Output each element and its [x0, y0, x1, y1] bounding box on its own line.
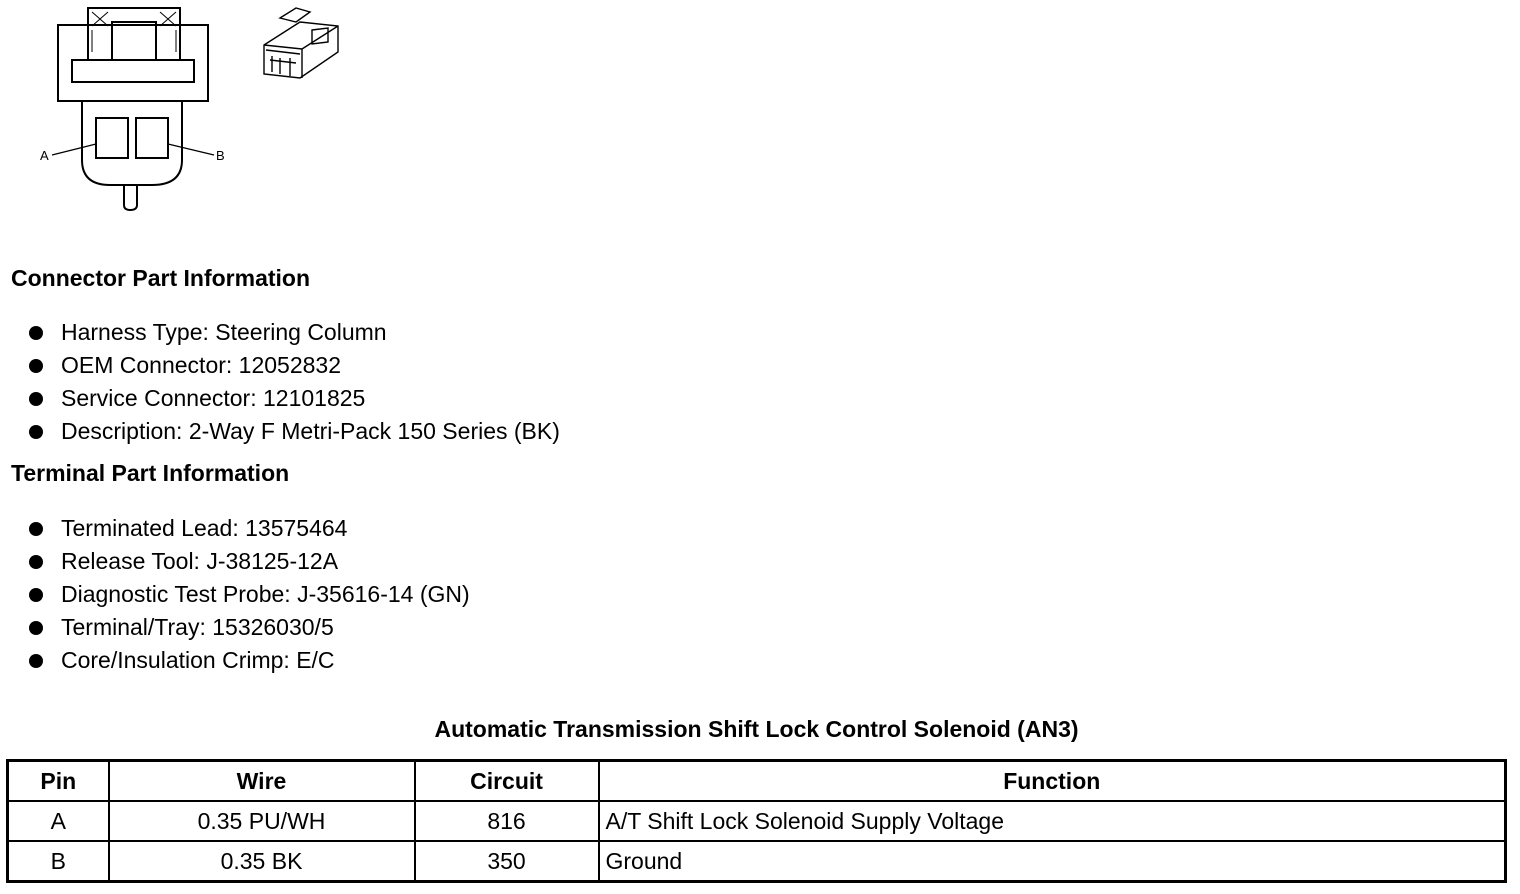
table-row — [8, 841, 1506, 882]
bullet-icon — [29, 359, 43, 373]
list-item-text: Core/Insulation Crimp: E/C — [61, 647, 335, 673]
cell-pin: A — [8, 801, 109, 841]
list-item-text: Service Connector: 12101825 — [61, 385, 366, 411]
list-item-text: Terminal/Tray: 15326030/5 — [61, 614, 334, 640]
bullet-icon — [29, 392, 43, 406]
connector-face-view-icon — [0, 0, 360, 220]
cell-function: Ground — [599, 841, 1506, 882]
list-item-text: Description: 2-Way F Metri-Pack 150 Series (BK) — [61, 418, 560, 444]
connector-part-info-list — [0, 316, 560, 448]
terminal-part-info-heading: Terminal Part Information — [11, 460, 290, 486]
connector-part-info-heading: Connector Part Information — [11, 265, 311, 291]
list-item — [0, 415, 560, 448]
cell-pin: B — [8, 841, 109, 882]
list-item-text: Harness Type: Steering Column — [61, 319, 387, 345]
terminal-part-info-list — [0, 512, 470, 677]
list-item-text: Terminated Lead: 13575464 — [61, 515, 348, 541]
list-item — [0, 611, 470, 644]
bullet-icon — [29, 425, 43, 439]
list-item — [0, 512, 470, 545]
cell-wire: 0.35 BK — [109, 841, 415, 882]
table-row — [8, 801, 1506, 841]
bullet-icon — [29, 522, 43, 536]
table-header-row — [8, 761, 1506, 802]
pin-table-title: Automatic Transmission Shift Lock Control Solenoid (AN3) — [434, 716, 1079, 742]
bullet-icon — [29, 588, 43, 602]
list-item-text: Release Tool: J-38125-12A — [61, 548, 339, 574]
bullet-icon — [29, 555, 43, 569]
cell-function: A/T Shift Lock Solenoid Supply Voltage — [599, 801, 1506, 841]
bullet-icon — [29, 621, 43, 635]
cell-circuit: 816 — [415, 801, 599, 841]
list-item — [0, 382, 560, 415]
list-item-text: Diagnostic Test Probe: J-35616-14 (GN) — [61, 581, 470, 607]
header-function: Function — [599, 761, 1506, 802]
connector-isometric-icon — [264, 8, 338, 78]
pin-a-label: A — [40, 148, 49, 163]
list-item — [0, 644, 470, 677]
connector-diagram — [0, 0, 360, 220]
header-wire: Wire — [109, 761, 415, 802]
list-item-text: OEM Connector: 12052832 — [61, 352, 342, 378]
bullet-icon — [29, 654, 43, 668]
pin-table — [6, 759, 1507, 883]
list-item — [0, 545, 470, 578]
bullet-icon — [29, 326, 43, 340]
cell-wire: 0.35 PU/WH — [109, 801, 415, 841]
cell-circuit: 350 — [415, 841, 599, 882]
list-item — [0, 578, 470, 611]
header-circuit: Circuit — [415, 761, 599, 802]
list-item — [0, 316, 560, 349]
list-item — [0, 349, 560, 382]
header-pin: Pin — [8, 761, 109, 802]
pin-b-label: B — [216, 148, 225, 163]
